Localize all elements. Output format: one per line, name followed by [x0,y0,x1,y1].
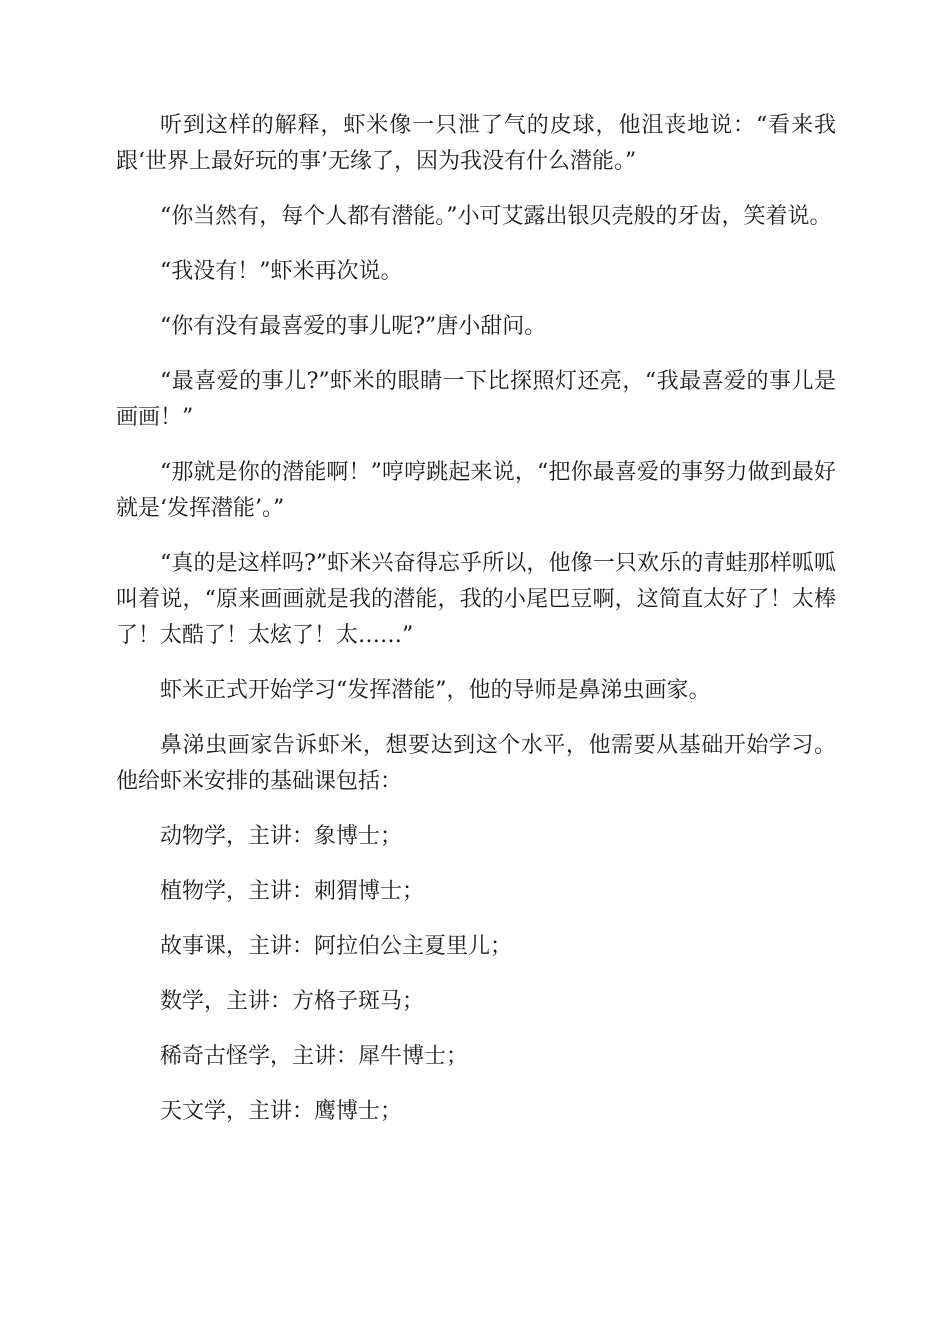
course-item-story: 故事课，主讲：阿拉伯公主夏里儿； [160,934,513,959]
paragraph-5: “最喜爱的事儿?”虾米的眼睛一下比探照灯还亮，“我最喜爱的事儿是画画！” [116,369,836,430]
paragraph-8: 虾米正式开始学习“发挥潜能”，他的导师是鼻涕虫画家。 [160,678,711,703]
paragraph-9: 鼻涕虫画家告诉虾米，想要达到这个水平，他需要从基础开始学习。他给虾米安排的基础课包括： [116,733,836,794]
paragraph-2: “你当然有，每个人都有潜能。”小可艾露出银贝壳般的牙齿，笑着说。 [160,204,832,229]
paragraph-7: “真的是这样吗?”虾米兴奋得忘乎所以，他像一只欢乐的青蛙那样呱呱叫着说，“原来画画就是我的潜能，我的小尾巴豆啊，这简直太好了！太棒了！太酷了！太炫了！太……” [116,551,836,648]
course-item-astronomy: 天文学，主讲：鹰博士； [160,1099,403,1124]
course-item-math: 数学，主讲：方格子斑马； [160,989,425,1014]
paragraph-1: 听到这样的解释，虾米像一只泄了气的皮球，他沮丧地说：“看来我跟‘世界上最好玩的事’无缘了，因为我没有什么潜能。” [116,113,836,174]
document-page [116,108,836,1149]
course-item-zoology: 动物学，主讲：象博士； [160,824,403,849]
paragraph-3: “我没有！”虾米再次说。 [160,259,403,284]
paragraph-4: “你有没有最喜爱的事儿呢?”唐小甜问。 [160,314,547,339]
course-item-oddities: 稀奇古怪学，主讲：犀牛博士； [160,1044,469,1069]
paragraph-6: “那就是你的潜能啊！”哼哼跳起来说，“把你最喜爱的事努力做到最好就是‘发挥潜能’。” [116,460,836,521]
course-item-botany: 植物学，主讲：刺猬博士； [160,879,425,904]
